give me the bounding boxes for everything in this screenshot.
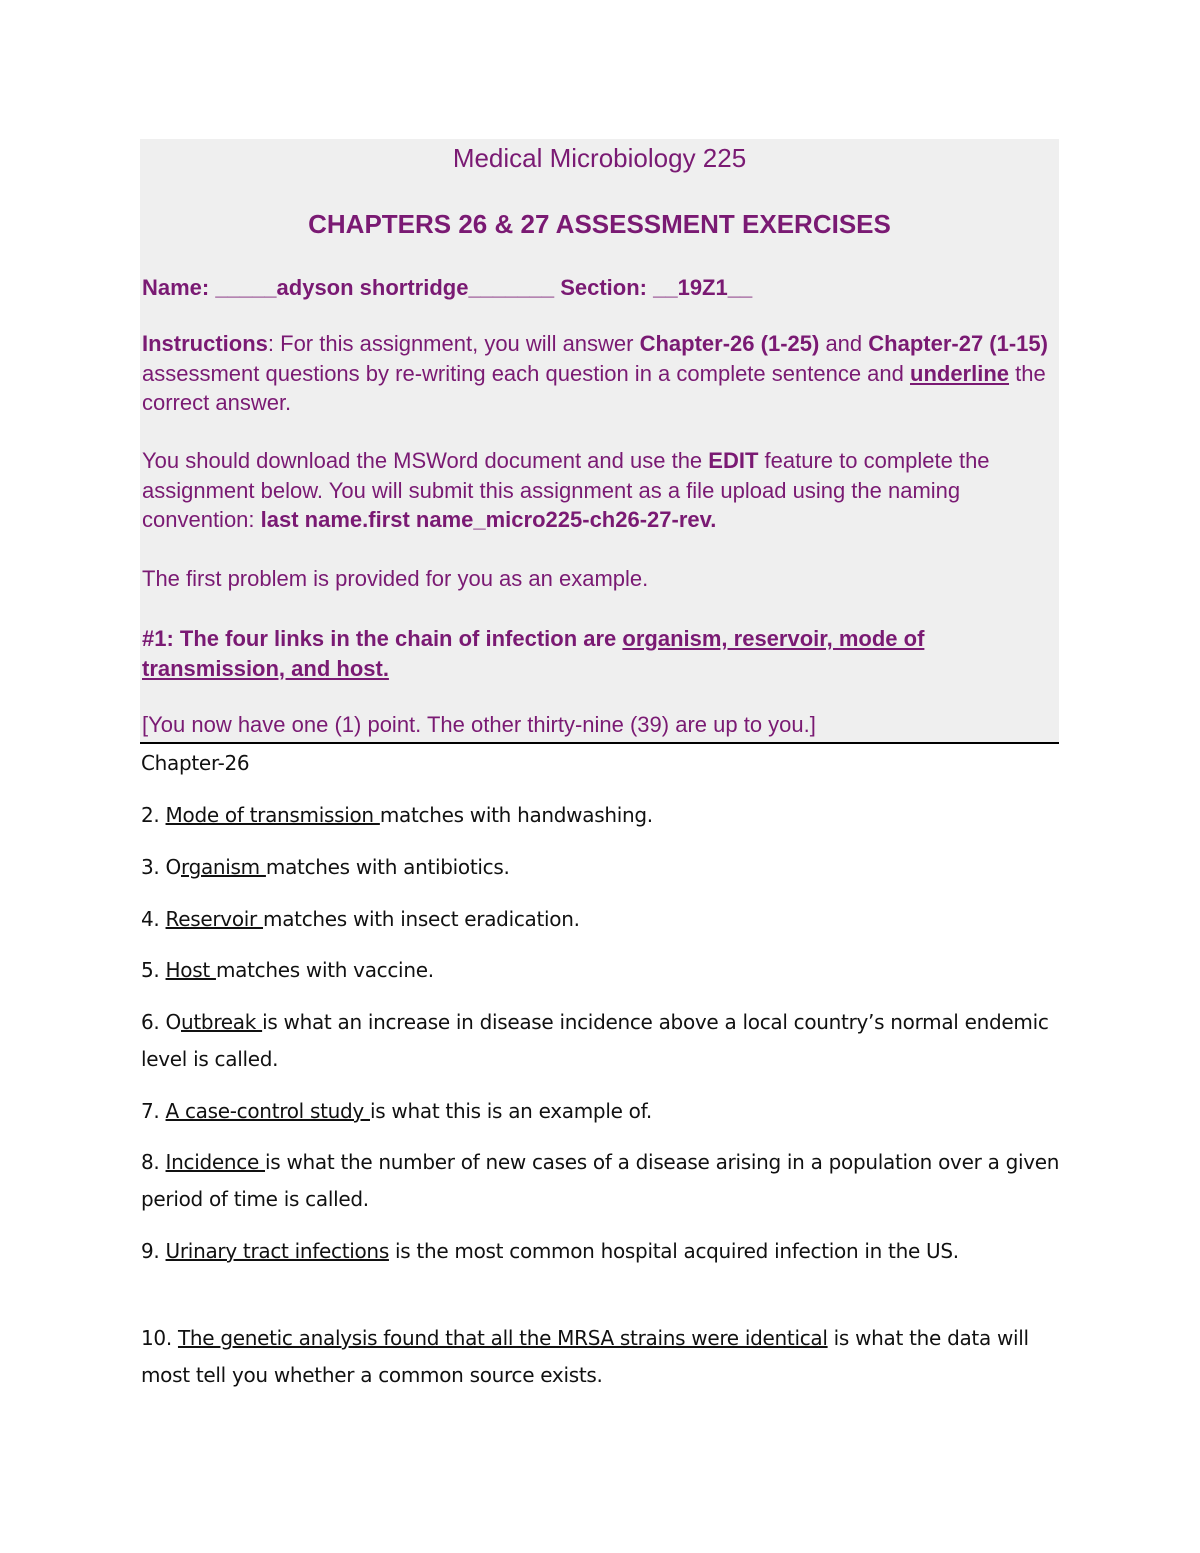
chapter-27-range: Chapter-27 (1-15)	[868, 331, 1048, 356]
answer-number: 5.	[141, 958, 166, 982]
edit-keyword: EDIT	[708, 448, 759, 473]
answer-underlined: A case-control study	[165, 1099, 370, 1123]
instructions-text: the correct answer.	[142, 360, 1046, 415]
instructions-paragraph	[142, 329, 1057, 418]
answer-text: matches with vaccine.	[215, 958, 434, 982]
answer-underlined: utbreak	[181, 1010, 263, 1034]
answer-text: is what the number of new cases of a disease arising in a population over a given period of time is called.	[141, 1150, 1060, 1211]
answer-underlined: Incidence	[165, 1150, 266, 1174]
answer-number: 10.	[141, 1326, 178, 1350]
answer-underlined: Host	[165, 958, 216, 982]
answer-number: 3.	[141, 855, 166, 879]
answer-underlined: Reservoir	[165, 907, 264, 931]
answer-number: 7.	[141, 1099, 166, 1123]
answer-text: is what this is an example of.	[370, 1099, 652, 1123]
answer-item	[141, 849, 1061, 886]
download-text: feature to complete the assignment below. You will submit this assignment as a file upload using the naming convention:	[142, 448, 990, 532]
answer-underlined: rganism	[181, 855, 266, 879]
underline-keyword: underline	[910, 360, 1010, 386]
answer-number: 4.	[141, 907, 166, 931]
answer-text: is what the data will most tell you whether a common source exists.	[141, 1326, 1029, 1387]
answer-item	[141, 1233, 1061, 1270]
answer-item	[141, 1004, 1061, 1078]
example-answer	[142, 624, 1057, 683]
answer-text: matches with antibiotics.	[265, 855, 510, 879]
instructions-text: and	[819, 331, 869, 356]
instructions-text: : For this assignment, you will answer	[267, 331, 640, 356]
chapter-label: Chapter-26	[141, 751, 250, 775]
answer-number: 8.	[141, 1150, 166, 1174]
naming-convention: last name.first name_micro225-ch26-27-rev.	[260, 507, 717, 532]
answer-item	[141, 952, 1061, 989]
answer-underlined: Urinary tract infections	[165, 1239, 389, 1263]
points-note: [You now have one (1) point. The other thirty-nine (39) are up to you.]	[142, 712, 816, 737]
example-underlined-answer: organism, reservoir, mode of transmission, and host.	[142, 626, 925, 681]
chapter-26-range: Chapter-26 (1-25)	[639, 331, 820, 356]
name-section-line: Name: _____adyson shortridge_______ Section: __19Z1__	[142, 275, 753, 300]
answer-text: is what an increase in disease incidence above a local country’s normal endemic level is called.	[141, 1010, 1049, 1071]
answer-item	[141, 1093, 1061, 1130]
instructions-text: assessment questions by re-writing each question in a complete sentence and	[142, 360, 910, 386]
answer-text: O	[165, 1010, 181, 1034]
example-question: #1: The four links in the chain of infection are	[142, 626, 623, 651]
answer-text: matches with insect eradication.	[263, 907, 580, 931]
download-text: You should download the MSWord document and use the	[142, 448, 709, 473]
assignment-header-box	[140, 139, 1059, 744]
answer-item	[141, 1144, 1061, 1218]
answer-item	[141, 1320, 1061, 1394]
answer-underlined: Mode of transmission	[165, 803, 380, 827]
answer-text: O	[165, 855, 181, 879]
answer-underlined: The genetic analysis found that all the MRSA strains were identical	[177, 1326, 828, 1350]
answer-number: 6.	[141, 1010, 166, 1034]
answer-text: matches with handwashing.	[379, 803, 653, 827]
example-note: The first problem is provided for you as an example.	[142, 566, 649, 591]
answer-number: 2.	[141, 803, 166, 827]
instructions-label: Instructions	[142, 331, 268, 356]
course-title: Medical Microbiology 225	[452, 143, 747, 173]
answer-text: is the most common hospital acquired infection in the US.	[388, 1239, 959, 1263]
answer-number: 9.	[141, 1239, 166, 1263]
download-paragraph	[142, 446, 1057, 535]
answer-item	[141, 797, 1061, 834]
answer-item	[141, 901, 1061, 938]
assignment-subtitle: CHAPTERS 26 & 27 ASSESSMENT EXERCISES	[308, 209, 891, 239]
